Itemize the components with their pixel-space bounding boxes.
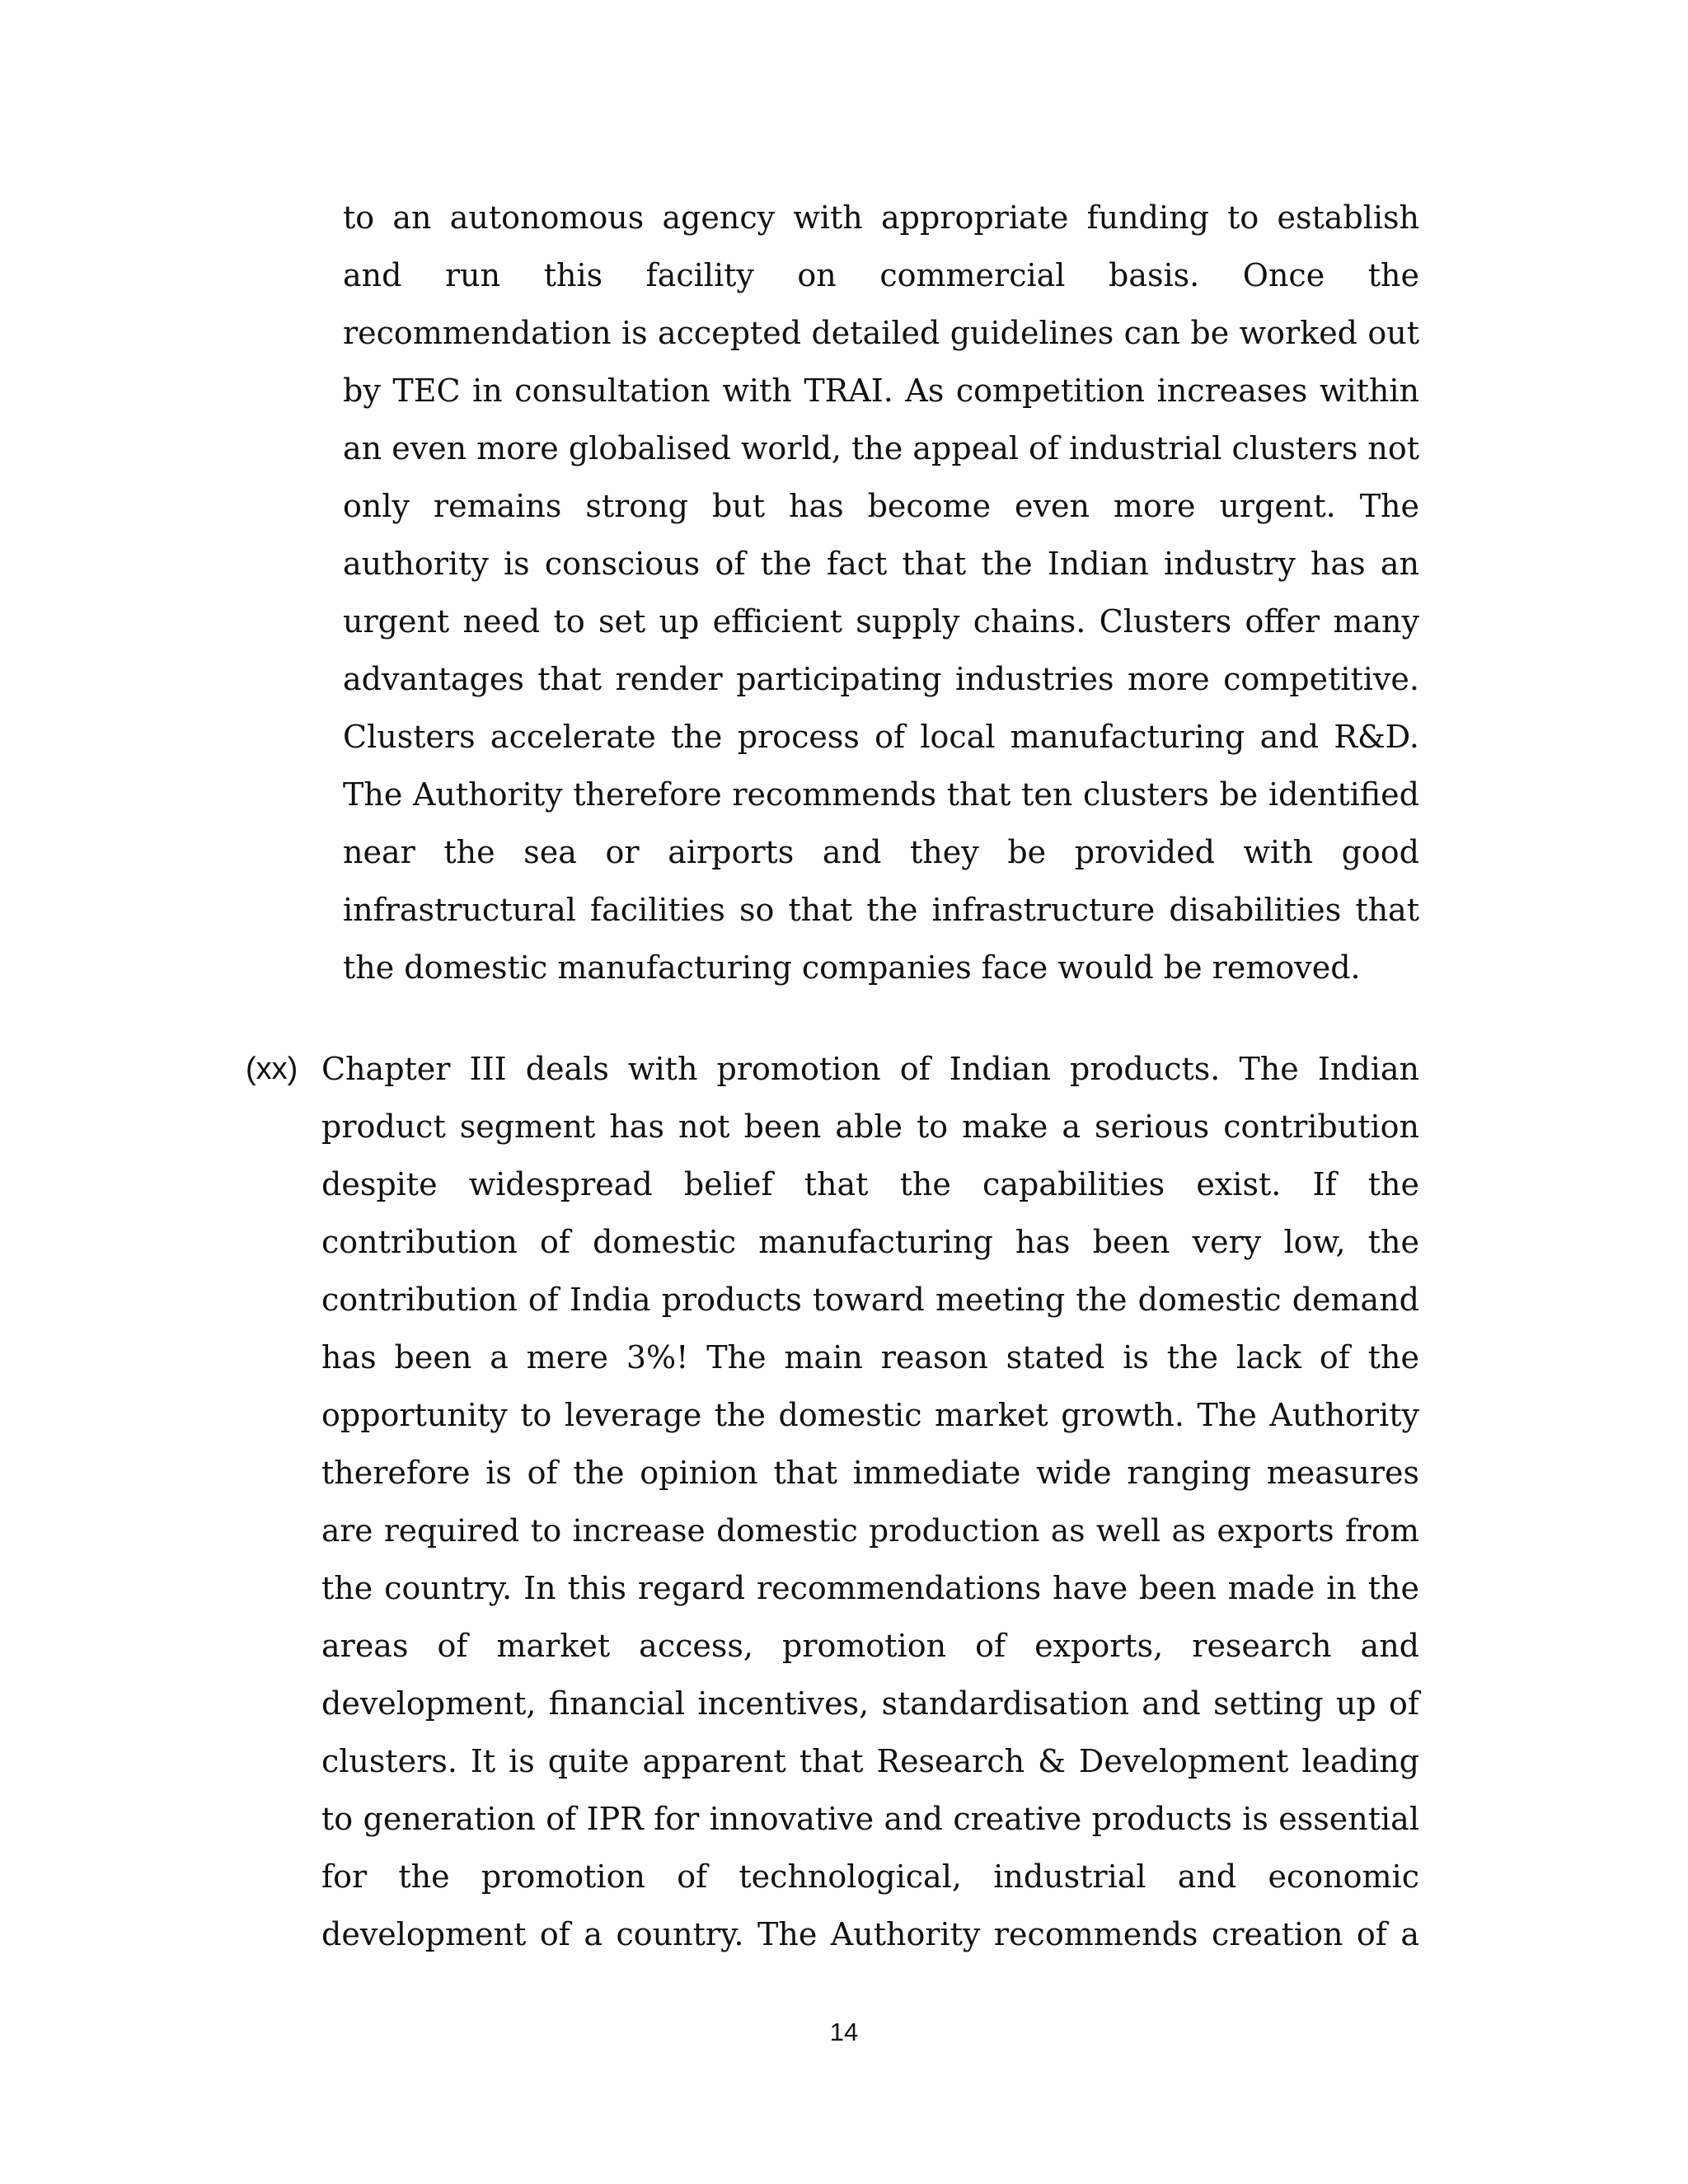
paragraph-line: development of a country. The Authority recommends creation of a (321, 1916, 1419, 1952)
paragraph-line: to an autonomous agency with appropriate funding to establish (343, 199, 1419, 236)
continuation-paragraph (343, 189, 1419, 996)
paragraph-line: the country. In this regard recommendations have been made in the (321, 1570, 1419, 1606)
page-number: 14 (829, 2018, 859, 2046)
paragraph-line: and run this facility on commercial basis. Once the (343, 257, 1419, 293)
paragraph-line: has been a mere 3%! The main reason stated is the lack of the (321, 1339, 1419, 1376)
paragraph-line: are required to increase domestic production as well as exports from (321, 1512, 1419, 1549)
paragraph-line: Chapter III deals with promotion of Indian products. The Indian (321, 1051, 1419, 1087)
paragraph-line: areas of market access, promotion of exports, research and (321, 1628, 1419, 1664)
paragraph-line: infrastructural facilities so that the infrastructure disabilities that (343, 892, 1419, 928)
paragraph-line: advantages that render participating industries more competitive. (343, 661, 1419, 697)
paragraph-line: therefore is of the opinion that immediate wide ranging measures (321, 1455, 1419, 1491)
paragraph-line: clusters. It is quite apparent that Research & Development leading (321, 1743, 1419, 1779)
paragraph-line: to generation of IPR for innovative and creative products is essential (321, 1801, 1419, 1837)
paragraph-line: near the sea or airports and they be provided with good (343, 834, 1419, 870)
paragraph-line: the domestic manufacturing companies face would be removed. (343, 949, 1361, 986)
paragraph-line: contribution of domestic manufacturing has been very low, the (321, 1224, 1419, 1260)
paragraph-line: contribution of India products toward meeting the domestic demand (321, 1282, 1419, 1318)
paragraph-line: development, financial incentives, standardisation and setting up of (321, 1685, 1419, 1722)
paragraph-line: Clusters accelerate the process of local manufacturing and R&D. (343, 719, 1419, 755)
paragraph-line: by TEC in consultation with TRAI. As competition increases within (343, 373, 1419, 409)
paragraph-line: an even more globalised world, the appeal of industrial clusters not (343, 430, 1420, 466)
paragraph-line: opportunity to leverage the domestic market growth. The Authority (321, 1397, 1419, 1433)
paragraph-line: recommendation is accepted detailed guidelines can be worked out (343, 315, 1419, 351)
paragraph-line: for the promotion of technological, industrial and economic (321, 1858, 1419, 1895)
paragraph-line: despite widespread belief that the capabilities exist. If the (321, 1166, 1419, 1202)
item-xx-paragraph (321, 1040, 1419, 1963)
paragraph-line: The Authority therefore recommends that ten clusters be identified (343, 776, 1419, 813)
item-number-label: (xx) (246, 1052, 298, 1086)
paragraph-line: authority is conscious of the fact that the Indian industry has an (343, 546, 1419, 582)
paragraph-line: urgent need to set up efficient supply chains. Clusters offer many (343, 603, 1419, 640)
paragraph-line: only remains strong but has become even more urgent. The (343, 488, 1419, 524)
paragraph-line: product segment has not been able to make a serious contribution (321, 1108, 1419, 1145)
